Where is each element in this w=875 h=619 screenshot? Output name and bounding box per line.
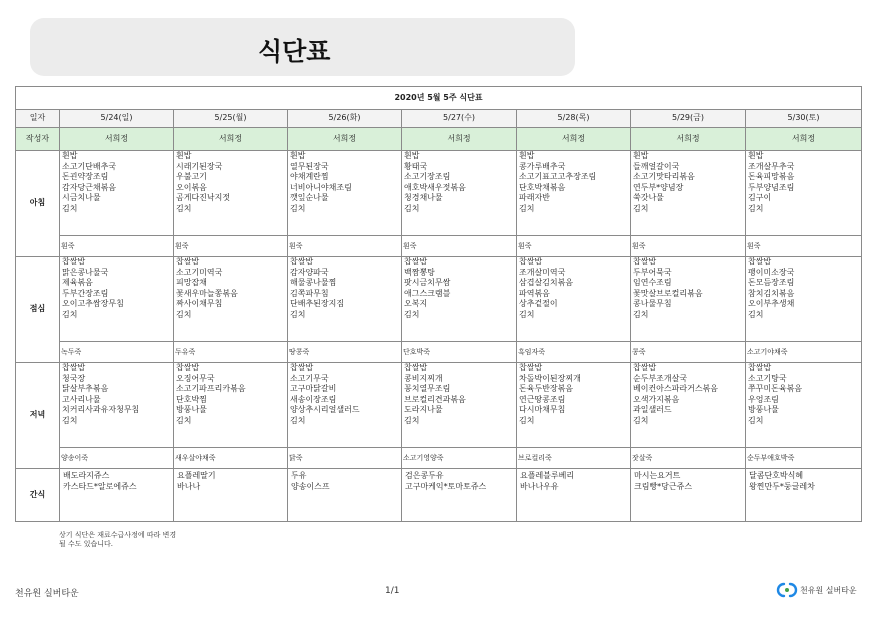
menu-item: 애그스크램블 [404, 288, 451, 298]
writer-cell-0: 서희정 [60, 128, 174, 151]
porridge-cell-breakfast-6: 흰죽 [746, 236, 862, 257]
menu-item: 콩나물무침 [633, 299, 672, 308]
menu-item: 소고기탕국 [748, 373, 787, 383]
porridge-cell-breakfast-5: 흰죽 [631, 236, 746, 257]
menu-item: 찹쌀밥 [404, 363, 428, 372]
meal-label-breakfast: 아침 [16, 151, 60, 257]
menu-cell-snack-4 [517, 469, 631, 522]
menu-item: 찹쌀밥 [748, 257, 772, 266]
menu-item: 팽이미소장국 [748, 267, 795, 277]
menu-item: 치커리사과유자청무침 [62, 405, 140, 414]
table-title: 2020년 5월 5주 식단표 [16, 87, 862, 110]
menu-cell-lunch-6 [746, 257, 862, 342]
porridge-row-lunch [16, 342, 862, 363]
menu-item: 흰밥 [62, 151, 78, 160]
menu-cell-breakfast-0 [60, 151, 174, 236]
menu-item: 왕찐만두*둥글레차 [749, 481, 815, 491]
menu-cell-dinner-5 [631, 363, 746, 448]
menu-item: 새송이장조림 [290, 394, 337, 404]
menu-cell-breakfast-3 [402, 151, 517, 236]
menu-item: 크림빵*당근쥬스 [634, 481, 693, 491]
footer-page-number: 1/1 [385, 586, 400, 596]
menu-item: 김치 [748, 415, 764, 425]
menu-item: 김치 [62, 203, 78, 213]
date-label: 일자 [16, 110, 60, 128]
menu-cell-dinner-6 [746, 363, 862, 448]
menu-cell-lunch-4 [517, 257, 631, 342]
porridge-cell-lunch-2: 땅콩죽 [288, 342, 402, 363]
menu-item: 임연수조림 [633, 278, 672, 287]
menu-item: 감자양파국 [290, 267, 329, 277]
porridge-cell-dinner-3: 소고기영양죽 [402, 448, 517, 469]
menu-cell-lunch-1 [174, 257, 288, 342]
menu-item: 들깨얼갈이국 [633, 161, 680, 171]
menu-item: 소고기표고고추장조림 [519, 172, 597, 181]
menu-item: 김치 [519, 415, 535, 425]
menu-item: 오이볶음 [176, 182, 207, 192]
menu-cell-snack-2 [288, 469, 402, 522]
porridge-cell-breakfast-2: 흰죽 [288, 236, 402, 257]
date-header-2: 5/26(화) [288, 110, 402, 128]
menu-cell-lunch-3 [402, 257, 517, 342]
page-title-banner [30, 18, 575, 76]
menu-item: 청국장 [62, 373, 86, 383]
menu-item: 김치 [404, 309, 420, 319]
menu-item: 소고기맛타리볶음 [633, 172, 695, 181]
menu-item: 꽃맛살브로컬리볶음 [633, 288, 703, 298]
menu-item: 도라지나물 [404, 405, 443, 414]
menu-item: 찹쌀밥 [404, 257, 428, 266]
menu-item: 조개살무추국 [748, 161, 795, 171]
logo-icon [775, 581, 799, 599]
menu-item: 요플레블루베리 [520, 471, 575, 480]
date-header-3: 5/27(수) [402, 110, 517, 128]
porridge-cell-breakfast-3: 흰죽 [402, 236, 517, 257]
porridge-cell-dinner-4: 브로컬리죽 [517, 448, 631, 469]
menu-item: 돈육두반장볶음 [519, 384, 574, 393]
menu-cell-snack-5 [631, 469, 746, 522]
menu-item: 김치 [176, 415, 192, 425]
menu-item: 김구이 [748, 193, 772, 202]
menu-item: 요플레딸기 [177, 471, 216, 480]
writer-label: 작성자 [16, 128, 60, 151]
menu-item: 제육볶음 [62, 278, 93, 287]
menu-item: 김치 [404, 415, 420, 425]
porridge-row-dinner [16, 448, 862, 469]
writer-cell-6: 서희정 [746, 128, 862, 151]
menu-item: 연두부*양념장 [633, 182, 684, 192]
menu-item: 김치 [176, 203, 192, 213]
porridge-cell-lunch-4: 흑임자죽 [517, 342, 631, 363]
porridge-cell-lunch-5: 콩죽 [631, 342, 746, 363]
writer-cell-4: 서희정 [517, 128, 631, 151]
menu-item: 돈모듬장조림 [748, 278, 795, 287]
menu-item: 흰밥 [176, 151, 192, 160]
menu-cell-dinner-4 [517, 363, 631, 448]
menu-item: 김치 [62, 309, 78, 319]
menu-table [15, 86, 862, 522]
menu-item: 흰밥 [290, 151, 306, 160]
menu-item: 팟시금치무쌈 [404, 278, 451, 287]
menu-item: 소고기단배추국 [62, 161, 117, 171]
menu-item: 상추겉절이 [519, 299, 558, 308]
menu-item: 카스타드*알로에쥬스 [63, 481, 137, 491]
menu-item: 삼겹살김치볶음 [519, 278, 574, 287]
menu-cell-breakfast-1 [174, 151, 288, 236]
menu-item: 양송이스프 [291, 481, 330, 491]
menu-item: 달콤단호박식혜 [749, 471, 804, 480]
menu-item: 돈육피망볶음 [748, 172, 795, 181]
menu-cell-dinner-0 [60, 363, 174, 448]
menu-item: 찹쌀밥 [290, 363, 314, 372]
menu-cell-lunch-5 [631, 257, 746, 342]
menu-item: 순두부조개살국 [633, 373, 688, 383]
menu-item: 검은콩두유 [405, 471, 444, 480]
meal-label-lunch: 점심 [16, 257, 60, 363]
porridge-cell-lunch-1: 두유죽 [174, 342, 288, 363]
menu-item: 콩가루배추국 [519, 161, 566, 171]
meal-row-lunch [16, 257, 862, 342]
menu-item: 오복지 [404, 299, 428, 308]
menu-item: 찹쌀밥 [519, 257, 543, 266]
menu-cell-breakfast-4 [517, 151, 631, 236]
menu-item: 청경채나물 [404, 193, 443, 202]
porridge-cell-breakfast-4: 흰죽 [517, 236, 631, 257]
writer-cell-5: 서희정 [631, 128, 746, 151]
menu-item: 과일샐러드 [633, 405, 672, 414]
date-header-1: 5/25(월) [174, 110, 288, 128]
menu-item: 곰게다진낙지젓 [176, 193, 231, 202]
porridge-cell-dinner-5: 잣살죽 [631, 448, 746, 469]
menu-item: 김치 [633, 415, 649, 425]
menu-item: 두유 [291, 471, 307, 480]
porridge-cell-lunch-6: 소고기야채죽 [746, 342, 862, 363]
menu-item: 김치 [748, 203, 764, 213]
menu-item: 김치 [290, 309, 306, 319]
menu-item: 우엉조림 [748, 394, 779, 404]
menu-cell-breakfast-6 [746, 151, 862, 236]
porridge-cell-breakfast-1: 흰죽 [174, 236, 288, 257]
menu-item: 찹쌀밥 [633, 363, 657, 372]
menu-cell-snack-0 [60, 469, 174, 522]
menu-item: 배도라지쥬스 [63, 471, 110, 480]
menu-item: 백짬뽕탕 [404, 267, 435, 277]
menu-item: 맑은콩나물국 [62, 267, 109, 277]
menu-item: 브로컬리견과볶음 [404, 394, 466, 404]
date-header-4: 5/28(목) [517, 110, 631, 128]
date-header-6: 5/30(토) [746, 110, 862, 128]
menu-item: 찹쌀밥 [176, 257, 200, 266]
menu-item: 감자당근채볶음 [62, 182, 117, 192]
menu-item: 소고기미역국 [176, 267, 223, 277]
menu-item: 바나나 [177, 481, 201, 491]
menu-item: 차돌박이된장찌개 [519, 373, 581, 383]
menu-item: 김치 [519, 309, 535, 319]
menu-item: 너비아니야채조림 [290, 182, 352, 192]
menu-item: 김치 [519, 203, 535, 213]
menu-cell-lunch-2 [288, 257, 402, 342]
menu-item: 오색가지볶음 [633, 394, 680, 404]
menu-item: 소고기무국 [290, 373, 329, 383]
menu-item: 참치김치볶음 [748, 288, 795, 298]
footer-logo-text: 천유원 실버타운 [800, 585, 857, 595]
porridge-cell-breakfast-0: 흰죽 [60, 236, 174, 257]
menu-cell-dinner-1 [174, 363, 288, 448]
menu-item: 마시는요거트 [634, 471, 681, 480]
date-header-5: 5/29(금) [631, 110, 746, 128]
menu-cell-snack-3 [402, 469, 517, 522]
menu-item: 단호박찜 [176, 394, 207, 404]
menu-item: 시래기된장국 [176, 161, 223, 171]
menu-item: 소고기장조림 [404, 172, 451, 181]
menu-note: 상기 식단은 재료수급사정에 따라 변경될 수도 있습니다. [59, 531, 177, 548]
menu-item: 깻잎순나물 [290, 193, 329, 202]
menu-item: 꽃새우마늘쫑볶음 [176, 288, 238, 298]
meal-row-dinner [16, 363, 862, 448]
menu-item: 고구마케익*토마토쥬스 [405, 481, 487, 491]
menu-item: 흰밥 [404, 151, 420, 160]
writer-cell-1: 서희정 [174, 128, 288, 151]
menu-item: 짜사이채무침 [176, 299, 223, 308]
menu-cell-dinner-3 [402, 363, 517, 448]
menu-item: 파래자반 [519, 193, 550, 202]
menu-item: 김치 [62, 415, 78, 425]
menu-item: 애호박새우젓볶음 [404, 182, 466, 192]
footer-logo [775, 581, 857, 599]
menu-cell-breakfast-2 [288, 151, 402, 236]
date-header-0: 5/24(일) [60, 110, 174, 128]
porridge-cell-dinner-0: 양송이죽 [60, 448, 174, 469]
menu-item: 김치 [290, 415, 306, 425]
menu-item: 단배추된장지짐 [290, 299, 345, 308]
porridge-cell-dinner-2: 닭죽 [288, 448, 402, 469]
menu-item: 김치 [748, 309, 764, 319]
menu-item: 두부어묵국 [633, 267, 672, 277]
menu-item: 방풍나물 [176, 405, 207, 414]
meal-row-breakfast [16, 151, 862, 236]
porridge-cell-dinner-1: 새우살야채죽 [174, 448, 288, 469]
menu-item: 찹쌀밥 [176, 363, 200, 372]
meal-label-snack: 간식 [16, 469, 60, 522]
menu-item: 우불고기 [176, 172, 207, 181]
menu-item: 쑥갓나물 [633, 193, 664, 202]
menu-item: 흰밥 [519, 151, 535, 160]
menu-item: 단호박채볶음 [519, 182, 566, 192]
meal-label-dinner: 저녁 [16, 363, 60, 469]
porridge-row-breakfast [16, 236, 862, 257]
menu-cell-lunch-0 [60, 257, 174, 342]
menu-item: 파역볶음 [519, 288, 550, 298]
menu-item: 김치 [633, 203, 649, 213]
menu-item: 흰밥 [633, 151, 649, 160]
menu-item: 쭈꾸미돈육볶음 [748, 384, 803, 393]
menu-cell-dinner-2 [288, 363, 402, 448]
menu-item: 김치 [633, 309, 649, 319]
menu-cell-snack-1 [174, 469, 288, 522]
menu-item: 찹쌀밥 [519, 363, 543, 372]
menu-item: 김치 [290, 203, 306, 213]
menu-item: 꽁치열무조림 [404, 384, 451, 393]
menu-item: 야채계란찜 [290, 172, 329, 181]
porridge-cell-lunch-3: 단호박죽 [402, 342, 517, 363]
menu-cell-snack-6 [746, 469, 862, 522]
meal-row-snack [16, 469, 862, 522]
menu-item: 고사리나물 [62, 394, 101, 404]
menu-item: 해물콩나물찜 [290, 278, 337, 287]
menu-cell-breakfast-5 [631, 151, 746, 236]
menu-item: 찹쌀밥 [62, 363, 86, 372]
porridge-cell-dinner-6: 순두부애호박죽 [746, 448, 862, 469]
menu-item: 소고기파프리카볶음 [176, 384, 246, 393]
writer-cell-2: 서희정 [288, 128, 402, 151]
menu-item: 김치 [176, 309, 192, 319]
menu-item: 두부간장조림 [62, 288, 109, 298]
menu-item: 찹쌀밥 [62, 257, 86, 266]
menu-item: 피망잡채 [176, 278, 207, 287]
menu-item: 오징어무국 [176, 373, 215, 383]
menu-item: 돈괸약장조림 [62, 172, 109, 181]
menu-item: 김쪽파무침 [290, 288, 329, 298]
menu-item: 고구마닭갈비 [290, 384, 337, 393]
menu-item: 콩비지찌개 [404, 373, 443, 383]
menu-item: 찹쌀밥 [748, 363, 772, 372]
menu-item: 시금치나물 [62, 193, 101, 202]
menu-item: 김치 [404, 203, 420, 213]
menu-item: 황태국 [404, 161, 428, 171]
menu-item: 찹쌀밥 [633, 257, 657, 266]
menu-item: 조개살미역국 [519, 267, 566, 277]
menu-item: 오이부추생채 [748, 299, 795, 308]
menu-item: 바나나우유 [520, 481, 559, 491]
porridge-cell-lunch-0: 녹두죽 [60, 342, 174, 363]
page-title: 식단표 [258, 37, 331, 66]
menu-item: 두부양념조림 [748, 182, 795, 192]
menu-item: 열무된장국 [290, 161, 329, 171]
menu-item: 베이컨아스파라거스볶음 [633, 384, 719, 393]
menu-item: 연근땅콩조림 [519, 394, 566, 404]
menu-item: 닭살부추볶음 [62, 384, 109, 393]
menu-item: 찹쌀밥 [290, 257, 314, 266]
menu-item: 양상추시리얼샐러드 [290, 405, 360, 414]
menu-item: 방풍나물 [748, 405, 779, 414]
menu-item: 다시마채무침 [519, 405, 566, 414]
footer-org: 천유원 실버타운 [15, 589, 79, 599]
menu-item: 흰밥 [748, 151, 764, 160]
menu-item: 오이고추쌈장무침 [62, 299, 124, 308]
writer-cell-3: 서희정 [402, 128, 517, 151]
